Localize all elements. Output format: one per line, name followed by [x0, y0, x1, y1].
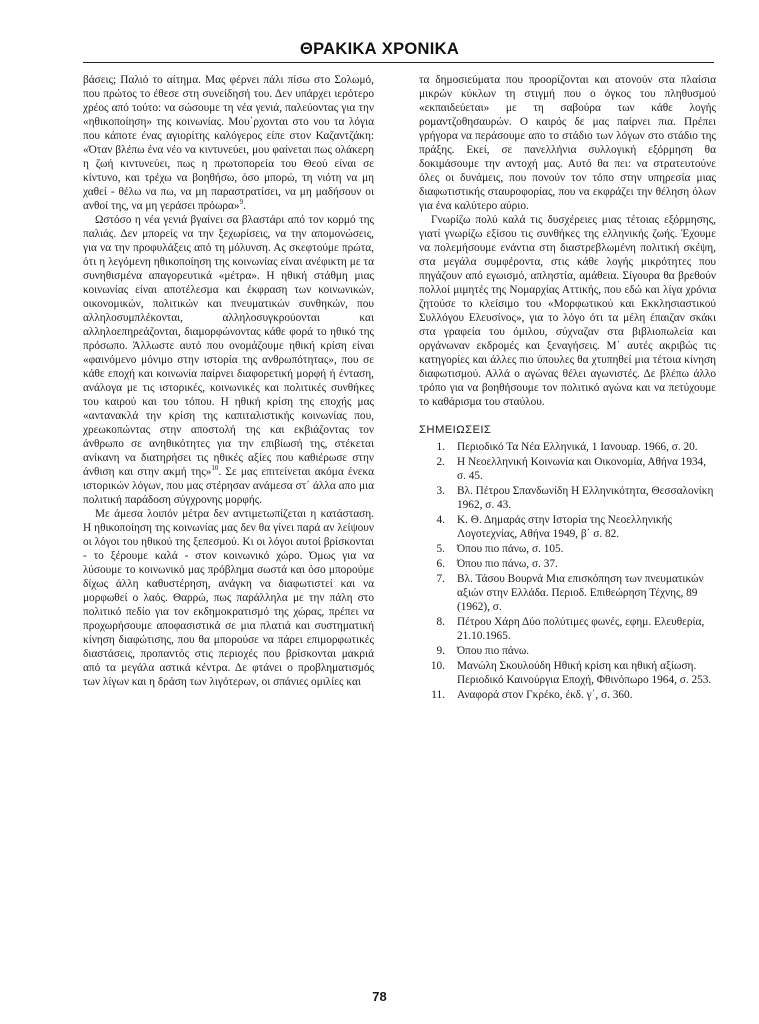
note-text: Μανώλη Σκουλούδη Ηθική κρίση και ηθική αξίωση. Περιοδικό Καινούργια Εποχή, Φθινόπωρο 1964, σ. 253. — [457, 660, 712, 686]
note-text: Αναφορά στον Γκρέκο, έκδ. γ΄, σ. 360. — [457, 689, 633, 701]
note-number: 7. — [436, 573, 445, 585]
note-text: Η Νεοελληνική Κοινωνία και Οικονομία, Αθήνα 1934, σ. 45. — [457, 456, 707, 482]
note-text: Περιοδικό Τα Νέα Ελληνικά, 1 Ιανουαρ. 1966, σ. 20. — [457, 441, 698, 453]
notes-list — [419, 440, 716, 702]
note-text: Βλ. Πέτρου Σπανδωνίδη Η Ελληνικότητα, Θεσσαλονίκη 1962, σ. 43. — [457, 485, 714, 511]
paragraph-1-end: . — [243, 200, 246, 212]
note-text: Κ. Θ. Δημαράς στην Ιστορία της Νεοελληνικής Λογοτεχνίας, Αθήνα 1949, β΄ σ. 82. — [457, 514, 672, 540]
paragraph-2-text: Ωστόσο η νέα γενιά βγαίνει σα βλαστάρι από τον κορμό της παλιάς. Δεν μπορείς να την ξεχωρίσεις, να την απομονώσεις, για να την προφυλάξεις από τη μόλυνση. Ας σκεφτούμε πρώτα, ότι η λεγόμενη ηθικοποίηση της κοινωνίας είναι ανέφικτη με τα συνηθισμένα απαγορευτικά «μέτρα». Η ηθική στάθμη μιας κοινωνίας είναι αποτέλεσμα και έκφραση των κοινωνικών, οικονομικών, πολιτικών και πνευματικών συνθηκών, που αλληλοσυμπλέκονται, αλληλοσυγκρούονται και αλληλοεπηρεάζονται, διαμορφώνοντας κάθε φορά το ηθικό της πρόσωπο. Άλλωστε αυτό που ονομάζουμε ηθική κρίση είναι «φαινόμενο μόνιμο στην ιστορία της ανθρωπότητας», που σε κάθε εποχή και κοινωνία παίρνει διαφορετική μορφή ή ένταση, ανάλογα με τις ιστορικές, κοινωνικές και πολιτικές συνθήκες του καιρού και του τόπου. Η ηθική κρίση της εποχής μας «αντανακλά την κρίση της καπιταλιστικής κοινωνίας που, χρεωκοπώντας στην αποστολή της και εκβιάζοντας τον άνθρωπο σε ανηθικότητες για την επιβίωσή της, στέκεται ανίκανη να διατηρήσει τις ηθικές αξίες που καθιέρωσε στην άνθιση και στην ακμή της» — [83, 214, 374, 478]
note-item — [419, 572, 716, 614]
note-number: 6. — [436, 558, 445, 570]
page-number: 78 — [372, 989, 387, 1004]
paragraph-3: Με άμεσα λοιπόν μέτρα δεν αντιμετωπίζεται η κατάσταση. Η ηθικοποίηση της κοινωνίας μας δεν θα γίνει παρά αν λείψουν οι λόγοι του ηθικού της ξεπεσμού. Κι οι λόγοι αυτοί βρίσκονται - το ξέρουμε καλά - στον κοινωνικό χώρο. Όμως για να λύσουμε το κοινωνικό μας πρόβλημα σωστά και όσο μπορούμε δίχως άλλη καθυστέρηση, ανάγκη να διαφωτιστεί και να μορφωθεί ο λαός. Θαρρώ, πως παράλληλα με την πάλη στο πολιτικό πεδίο για τον εκδημοκρατισμό της χώρας, πρέπει να προχωρήσουμε αποφασιστικά σε μια πλατιά και συστηματική κίνηση διαφώτισης, που θα μπορούσε να πάρει επιμορφωτικές διαστάσεις, προπαντός στις περιοχές που βρίσκονται μακριά από τα μεγάλα αστικά κέντρα. Δε φτάνει ο προβληματισμός των λίγων και η δράση των λιγότερων, οι σπάνιες ομιλίες και — [83, 508, 374, 688]
header-divider — [83, 62, 714, 63]
note-text: Πέτρου Χάρη Δύο πολύτιμες φωνές, εφημ. Ελευθερία, 21.10.1965. — [457, 616, 705, 642]
note-number: 3. — [436, 485, 445, 497]
notes-heading: ΣΗΜΕΙΩΣΕΙΣ — [419, 424, 492, 436]
note-item — [419, 440, 716, 454]
note-text: Όπου πιο πάνω, σ. 105. — [457, 543, 564, 555]
paragraph-1-text: βάσεις; Παλιό το αίτημα. Μας φέρνει πάλι πίσω στο Σολωμό, που πρώτος το έθεσε στη συνείδησή του. Δεν υπάρχει ιερότερο χρέος από τούτο: να σώσουμε τη νέα γενιά, παλεύοντας για την «ηθικοποίηση» της κοινωνίας. Μου΄ρχονται στο νου τα λόγια που κάποτε ένας αγιορίτης καλόγερος είπε στον Καζαντζάκη: «Όταν βλέπω ένα νέο να κιντυνεύει, μου φαίνεται πως ολάκερη η ζωή κιντυνεύει, πως η πρωτοπορεία του Θεού είναι σε κίντυνο, και τρέχω να βοηθήσω, όσο μπορώ, τη νιότη να μη χαθεί - θέλω να πω, να μη παραστρατίσει, να μη μαδήσουν οι ανθοί της, να μη γεράσει πρόωρα» — [83, 74, 374, 212]
paragraph-1 — [83, 73, 374, 213]
journal-title: ΘΡΑΚΙΚΑ ΧΡΟΝΙΚΑ — [299, 40, 460, 58]
note-item — [419, 644, 716, 658]
note-number: 10. — [430, 660, 445, 672]
left-column — [83, 73, 374, 689]
note-item — [419, 615, 716, 643]
footnote-ref-9: 9 — [239, 198, 244, 207]
footnote-ref-10: 10 — [211, 464, 219, 473]
note-item — [419, 659, 716, 687]
paragraph-2-end: . Σε μας επιτείνεται ακόμα ένεκα ιστορικών λόγων, που μας στέρησαν ανάμεσα στ΄ άλλα απο μια πολιτική παράδοση σύγχρονης μορφής. — [83, 466, 374, 506]
paragraph-5: Γνωρίζω πολύ καλά τις δυσχέρειες μιας τέτοιας εξόρμησης, γιατί γνωρίζω εξίσου τις συνθήκες της ελληνικής ζωής. Έχουμε να πολεμήσουμε ενάντια στη διαστρεβλωμένη πολιτική σκέψη, στα μεγάλα συμφέροντα, στις κάθε λογής μικρότητες που πηγάζουν από εγωισμό, απληστία, αμάθεια. Σίγουρα θα βρεθούν πολλοί μιμητές της Νομαρχίας Αττικής, που εδώ και λίγα χρόνια ζητούσε το κλείσιμο του «Μορφωτικού και Εκκλησιαστικού Συλλόγου Ελευσίνος», για το λόγο ότι τα μέλη έπαιζαν σκάκι στα γραφεία του όμιλου, σύχναζαν στα βιβλιοπωλεία και οργάνωναν εκδρομές και ξεναγήσεις. Μ΄ αυτές ακριβώς τις κατηγορίες και άλλες πιο ύπουλες θα χτυπηθεί μια τέτοια κίνηση διαφωτισμού. Αλλά ο αγώνας θέλει αγωνιστές. Δε βλέπω άλλο τρόπο για να βοηθήσουμε τον πολιτικό αγώνα και να πετύχουμε το καθάρισμα του σταύλου. — [419, 214, 716, 408]
note-item — [419, 557, 716, 571]
paragraph-4: τα δημοσιεύματα που προορίζονται και ατονούν στα πλαίσια μικρών κύκλων τη στιγμή που ο όγκος του πληθυσμού «εκπαιδεύεται» με τη σαβούρα των κάθε λογής ρομαντζοθησαυρών. Ο καιρός δε μας παίρνει πια. Πρέπει γρήγορα να περάσουμε απο το στάδιο των λόγων στο στάδιο της πράξης. Εκεί, σε πανελλήνια συλλογική εξόρμηση θα δοκιμάσουμε την αντοχή μας. Αυτό θα πει: να στρατευτούνε όλες οι δυνάμεις, που πονούν τον τόπο στην υπηρεσία μιας διαφωτιστικής σταυροφορίας, που να εκφράζει την θέληση όλων για ένα καλύτερο αύριο. — [419, 74, 716, 212]
note-number: 5. — [436, 543, 445, 555]
note-number: 11. — [431, 689, 445, 701]
note-number: 2. — [436, 456, 445, 468]
paragraph-2 — [83, 213, 374, 507]
note-number: 4. — [436, 514, 445, 526]
note-number: 8. — [436, 616, 445, 628]
note-item — [419, 688, 716, 702]
note-text: Όπου πιο πάνω, σ. 37. — [457, 558, 558, 570]
note-text: Όπου πιο πάνω. — [457, 645, 530, 657]
note-item — [419, 484, 716, 512]
note-text: Βλ. Τάσου Βουρνά Μια επισκόπηση των πνευματικών αξιών στην Ελλάδα. Περιοδ. Επιθεώρηση Τέχνης, 89 (1962), σ. — [457, 573, 704, 613]
note-item — [419, 542, 716, 556]
note-item — [419, 513, 716, 541]
note-number: 9. — [436, 645, 445, 657]
note-number: 1. — [436, 441, 445, 453]
right-column — [419, 73, 716, 703]
note-item — [419, 455, 716, 483]
